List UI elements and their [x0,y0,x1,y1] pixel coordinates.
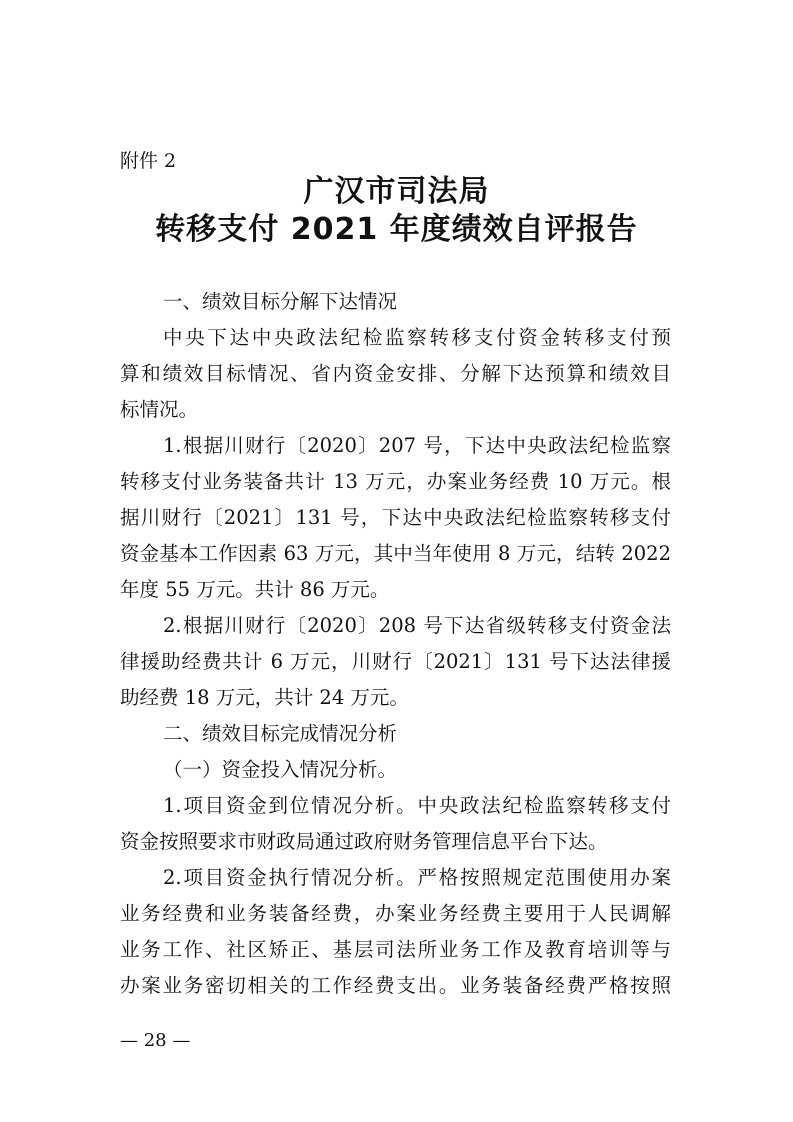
paragraph-line: 业务经费和业务装备经费，办案业务经费主要用于人民调解 [120,902,671,925]
paragraph-line: 中央下达中央政法纪检监察转移支付资金转移支付预 [163,326,671,349]
paragraph-line: 助经费 18 万元，共计 24 万元。 [120,686,409,709]
paragraph-line: 1.项目资金到位情况分析。中央政法纪检监察转移支付 [163,794,671,817]
annex-label: 附件 2 [120,150,177,172]
paragraph-line: 据川财行〔2021〕131 号，下达中央政法纪检监察转移支付 [120,506,671,529]
paragraph-line: 业务工作、社区矫正、基层司法所业务工作及教育培训等与 [120,938,671,961]
paragraph-line: 1.根据川财行〔2020〕207 号，下达中央政法纪检监察 [163,434,671,457]
paragraph-line: 算和绩效目标情况、省内资金安排、分解下达预算和绩效目 [120,362,671,385]
paragraph-line: 标情况。 [120,398,199,421]
report-title-line-1: 广汉市司法局 [303,174,490,209]
paragraph-line: 办案业务密切相关的工作经费支出。业务装备经费严格按照 [120,974,671,997]
paragraph-line: 年度 55 万元。共计 86 万元。 [120,578,390,601]
paragraph-line: 资金基本工作因素 63 万元，其中当年使用 8 万元，结转 2022 [120,542,671,565]
paragraph-line: 2.项目资金执行情况分析。严格按照规定范围使用办案 [163,866,671,889]
subsection-heading: （一）资金投入情况分析。 [163,758,398,781]
paragraph-line: 2.根据川财行〔2020〕208 号下达省级转移支付资金法 [163,614,671,637]
paragraph-line: 律援助经费共计 6 万元，川财行〔2021〕131 号下达法律援 [120,650,671,673]
page-number: — 28 — [120,1030,191,1051]
paragraph-line: 转移支付业务装备共计 13 万元，办案业务经费 10 万元。根 [120,470,671,493]
section-heading-2: 二、绩效目标完成情况分析 [163,722,398,745]
report-title-line-2: 转移支付 2021 年度绩效自评报告 [155,212,638,247]
paragraph-line: 资金按照要求市财政局通过政府财务管理信息平台下达。 [120,830,608,853]
section-heading-1: 一、绩效目标分解下达情况 [163,290,398,313]
